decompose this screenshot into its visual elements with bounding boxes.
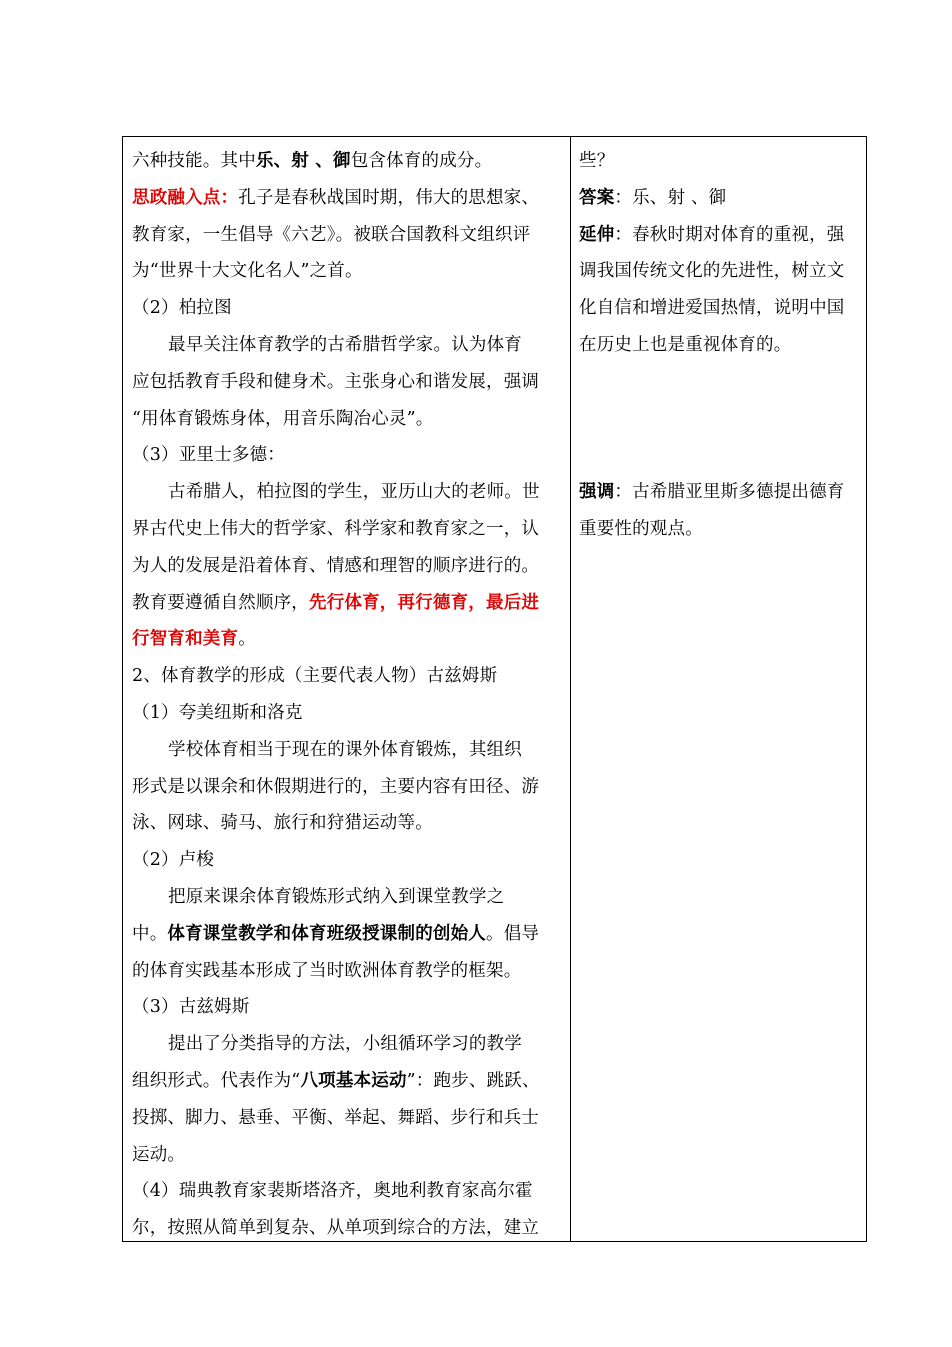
note-line: 些？ — [579, 151, 615, 171]
text-span: ：古希腊亚里斯多德提出德育 — [614, 482, 845, 503]
text-line: 的体育实践基本形成了当时欧洲体育教学的框架。 — [132, 960, 522, 981]
text-span: 包含体育的成分。 — [350, 151, 493, 171]
text-line — [132, 585, 564, 622]
lesson-table — [122, 136, 867, 1242]
note-line: 化自信和增进爱国热情，说明中国 — [579, 298, 845, 319]
bold-text: 体育课堂教学和体育班级授课制的创始人 — [167, 923, 487, 944]
subheading: （2）柏拉图 — [132, 298, 232, 319]
highlight-text: 行智育和美育 — [132, 629, 239, 650]
text-line: 学校体育相当于现在的课外体育锻炼，其组织 — [168, 739, 522, 760]
emphasis-label: 强调 — [579, 482, 615, 503]
note-line: 调我国传统文化的先进性，树立文 — [579, 261, 845, 282]
spacer — [579, 401, 860, 438]
text-span: 六种技能。其中 — [132, 151, 256, 171]
text-line: 界古代史上伟大的哲学家、科学家和教育家之一，认 — [132, 518, 540, 539]
text-line: 教育家，一生倡导《六艺》。被联合国教科文组织评 — [132, 224, 531, 245]
subheading: （4）瑞典教育家裴斯塔洛齐，奥地利教育家高尔霍 — [132, 1181, 533, 1202]
text-span: 。倡导 — [486, 923, 540, 944]
text-line: 应包括教育手段和健身术。主张身心和谐发展，强调 — [132, 371, 540, 392]
bold-text: 八项基本运动 — [300, 1070, 407, 1091]
text-span: ”：跑步、跳跃、 — [406, 1070, 540, 1091]
text-span: 教育要遵循自然顺序， — [132, 592, 309, 613]
text-line: 把原来课余体育锻炼形式纳入到课堂教学之 — [168, 886, 505, 907]
text-line — [132, 180, 564, 217]
text-line — [132, 1063, 564, 1100]
text-span: ：乐、射 、御 — [614, 187, 727, 208]
spacer — [579, 364, 860, 401]
text-line — [132, 916, 564, 953]
note-line — [579, 180, 860, 217]
subheading: （3）古兹姆斯 — [132, 997, 250, 1018]
note-line: 重要性的观点。 — [579, 518, 703, 539]
text-line: “用体育锻炼身体，用音乐陶冶心灵”。 — [132, 408, 434, 429]
text-line: 提出了分类指导的方法，小组循环学习的教学 — [168, 1034, 522, 1055]
text-span: 。 — [238, 629, 256, 650]
subheading: （2）卢梭 — [132, 850, 215, 871]
highlight-text: 先行体育，再行德育，最后进 — [309, 592, 540, 613]
ideology-label: 思政融入点： — [132, 187, 239, 208]
spacer — [579, 437, 860, 474]
section-heading: 2、体育教学的形成（主要代表人物）古兹姆斯 — [132, 666, 498, 687]
text-span: 孔子是春秋战国时期，伟大的思想家、 — [238, 187, 540, 208]
note-line: 在历史上也是重视体育的。 — [579, 334, 792, 355]
note-line — [579, 474, 860, 511]
text-line: 形式是以课余和休假期进行的，主要内容有田径、游 — [132, 776, 540, 797]
bold-text: 乐、射 、御 — [255, 151, 351, 171]
text-line — [132, 621, 564, 658]
notes-column — [571, 137, 866, 1241]
content-column — [123, 137, 571, 1241]
text-line: 最早关注体育教学的古希腊哲学家。认为体育 — [168, 334, 522, 355]
answer-label: 答案 — [579, 187, 615, 208]
text-line: 古希腊人，柏拉图的学生，亚历山大的老师。世 — [168, 482, 540, 503]
note-line — [579, 217, 860, 254]
text-line: 为“世界十大文化名人”之首。 — [132, 261, 363, 282]
text-span: 组织形式。代表作为“ — [132, 1070, 301, 1091]
text-line: 尔，按照从简单到复杂、从单项到综合的方法，建立 — [132, 1218, 540, 1239]
text-line: 为人的发展是沿着体育、情感和理智的顺序进行的。 — [132, 555, 540, 576]
text-line: 运动。 — [132, 1144, 186, 1165]
text-line: 投掷、脚力、悬垂、平衡、举起、舞蹈、步行和兵士 — [132, 1107, 540, 1128]
text-span: 中。 — [132, 923, 168, 944]
text-span: ：春秋时期对体育的重视，强 — [614, 224, 845, 245]
subheading: （1）夸美纽斯和洛克 — [132, 702, 303, 723]
extension-label: 延伸 — [579, 224, 615, 245]
text-line — [132, 143, 564, 180]
subheading: （3）亚里士多德： — [132, 445, 285, 466]
text-line: 泳、网球、骑马、旅行和狩猎运动等。 — [132, 813, 433, 834]
